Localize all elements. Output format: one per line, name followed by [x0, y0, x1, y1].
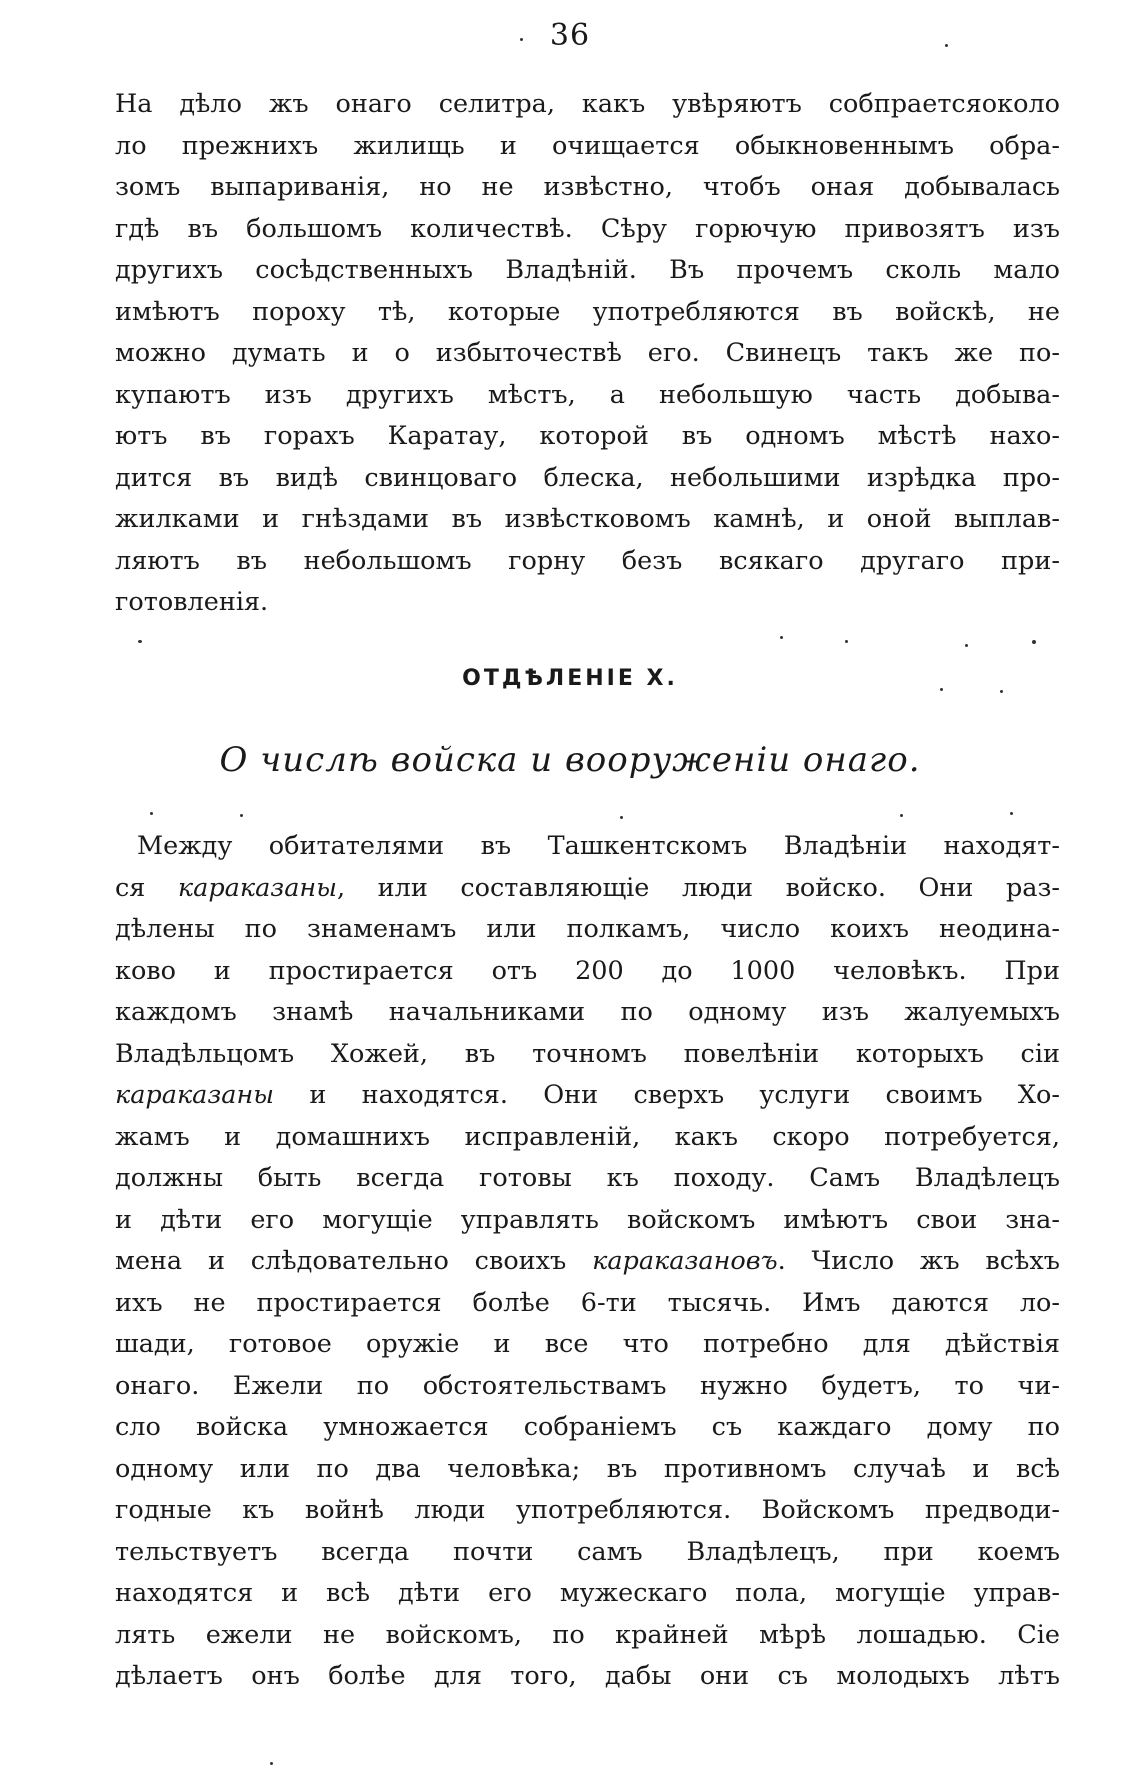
text-line: готовленія.: [115, 587, 269, 617]
text-line: [115, 1075, 1060, 1117]
scan-speck: [270, 1762, 273, 1765]
text-segment: каждомъ знамѣ начальниками по одному изъ жалуемыхъ: [115, 997, 1060, 1027]
page-number: 36: [549, 18, 591, 53]
scan-speck: [940, 688, 943, 691]
text-line: [115, 1532, 1060, 1574]
text-segment: и находятся. Они сверхъ услуги своимъ Хо-: [274, 1080, 1060, 1110]
scan-speck: [780, 636, 783, 639]
text-line: ляютъ въ небольшомъ горну безъ всякаго другаго при-: [115, 545, 1060, 576]
scan-speck: [1010, 812, 1013, 815]
text-line: имѣютъ пороху тѣ, которые употребляются въ войскѣ, не: [115, 296, 1060, 327]
text-segment: должны быть всегда готовы къ походу. Самъ Владѣлецъ: [115, 1163, 1060, 1193]
text-segment: онаго. Ежели по обстоятельствамъ нужно будетъ, то чи-: [115, 1370, 1060, 1401]
text-line: [115, 909, 1060, 951]
text-line: [115, 1656, 1060, 1698]
text-line: [115, 1117, 1060, 1159]
text-segment: ково и простирается отъ 200 до 1000 человѣкъ. При: [115, 955, 1060, 986]
text-line: [115, 1034, 1060, 1076]
text-segment: одному или по два человѣка; въ противномъ случаѣ и всѣ: [115, 1453, 1060, 1484]
text-segment: годные къ войнѣ люди употребляются. Войскомъ предводи-: [115, 1495, 1060, 1525]
text-segment: мена и слѣдовательно своихъ: [115, 1246, 593, 1276]
scan-speck: [620, 816, 623, 819]
text-line: [115, 1573, 1060, 1615]
scan-speck: [138, 640, 142, 643]
text-line: жилками и гнѣздами въ извѣстковомъ камнѣ, и оной выплав-: [115, 504, 1060, 534]
scan-speck: [945, 44, 948, 47]
scan-speck: [845, 640, 848, 643]
scan-speck: [150, 812, 153, 815]
text-segment: , или составляющіе люди войско. Они раз-: [337, 872, 1060, 903]
italic-term: караказановъ: [592, 1246, 778, 1276]
text-segment: ся: [115, 872, 178, 903]
section-heading: ОТДѢЛЕНІЕ X.: [462, 666, 678, 691]
scan-speck: [1000, 690, 1003, 693]
text-line: [115, 868, 1060, 910]
text-line: [115, 1158, 1060, 1200]
italic-term: караказаны: [177, 872, 337, 903]
text-line: [115, 992, 1060, 1034]
text-line: [115, 1241, 1060, 1283]
text-line: [115, 1283, 1060, 1325]
text-segment: Владѣльцомъ Хожей, въ точномъ повелѣніи которыхъ сіи: [115, 1038, 1060, 1069]
text-segment: и дѣти его могущіе управлять войскомъ имѣютъ свои зна-: [115, 1204, 1060, 1235]
text-line: [115, 1366, 1060, 1408]
text-line: зомъ выпариванія, но не извѣстно, чтобъ оная добывалась: [115, 172, 1060, 202]
text-line: [115, 1407, 1060, 1449]
text-segment: тельствуетъ всегда почти самъ Владѣлецъ, при коемъ: [115, 1536, 1060, 1567]
paragraph-saltpeter-sulfur-lead: [115, 84, 1060, 624]
text-line: [115, 951, 1060, 993]
italic-term: караказаны: [115, 1080, 275, 1110]
text-line: На дѣло жъ онаго селитра, какъ увѣряютъ собпраетсяоколо: [115, 89, 1060, 119]
text-line: гдѣ въ большомъ количествѣ. Сѣру горючую привозятъ изъ: [115, 213, 1060, 244]
paragraph-army-numbers: [115, 826, 1060, 1698]
scan-speck: [965, 644, 968, 647]
text-segment: Между обитателями въ Ташкентскомъ Владѣніи находят-: [137, 831, 1060, 861]
scan-speck: [1032, 640, 1036, 644]
text-line: ло прежнихъ жилищь и очищается обыкновеннымъ обра-: [115, 130, 1060, 161]
text-segment: ихъ не простирается болѣе 6-ти тысячь. Имъ даются ло-: [115, 1287, 1060, 1318]
scan-speck: [240, 814, 243, 817]
text-segment: . Число жъ всѣхъ: [777, 1246, 1061, 1276]
text-line: дится въ видѣ свинцоваго блеска, небольшими изрѣдка про-: [115, 462, 1060, 493]
text-segment: дѣлаетъ онъ болѣе для того, дабы они съ молодыхъ лѣтъ: [115, 1661, 1060, 1691]
text-line: [115, 1615, 1060, 1657]
text-line: [115, 1490, 1060, 1532]
text-segment: жамъ и домашнихъ исправленій, какъ скоро потребуется,: [115, 1121, 1060, 1152]
text-line: [115, 1200, 1060, 1242]
text-line: ютъ въ горахъ Каратау, которой въ одномъ мѣстѣ нахо-: [115, 421, 1060, 451]
text-segment: лять ежели не войскомъ, по крайней мѣрѣ лошадью. Сіе: [115, 1619, 1060, 1650]
text-line: [115, 826, 1060, 868]
scan-speck: [520, 38, 523, 41]
text-segment: шади, готовое оружіе и все что потребно для дѣйствія: [115, 1329, 1060, 1359]
text-segment: находятся и всѣ дѣти его мужескаго пола, могущіе управ-: [115, 1578, 1060, 1608]
text-segment: дѣлены по знаменамъ или полкамъ, число коихъ неодина-: [115, 914, 1060, 944]
text-line: [115, 1449, 1060, 1491]
text-line: другихъ сосѣдственныхъ Владѣній. Въ прочемъ сколь мало: [115, 255, 1060, 285]
text-segment: сло войска умножается собраніемъ съ каждаго дому по: [115, 1412, 1060, 1442]
text-line: купаютъ изъ другихъ мѣстъ, а небольшую часть добыва-: [115, 379, 1060, 410]
text-line: [115, 1324, 1060, 1366]
text-line: можно думать и о избыточествѣ его. Свинецъ такъ же по-: [115, 338, 1060, 368]
section-subtitle: О числѣ войска и вооруженіи онаго.: [219, 740, 921, 780]
scan-speck: [900, 814, 903, 817]
